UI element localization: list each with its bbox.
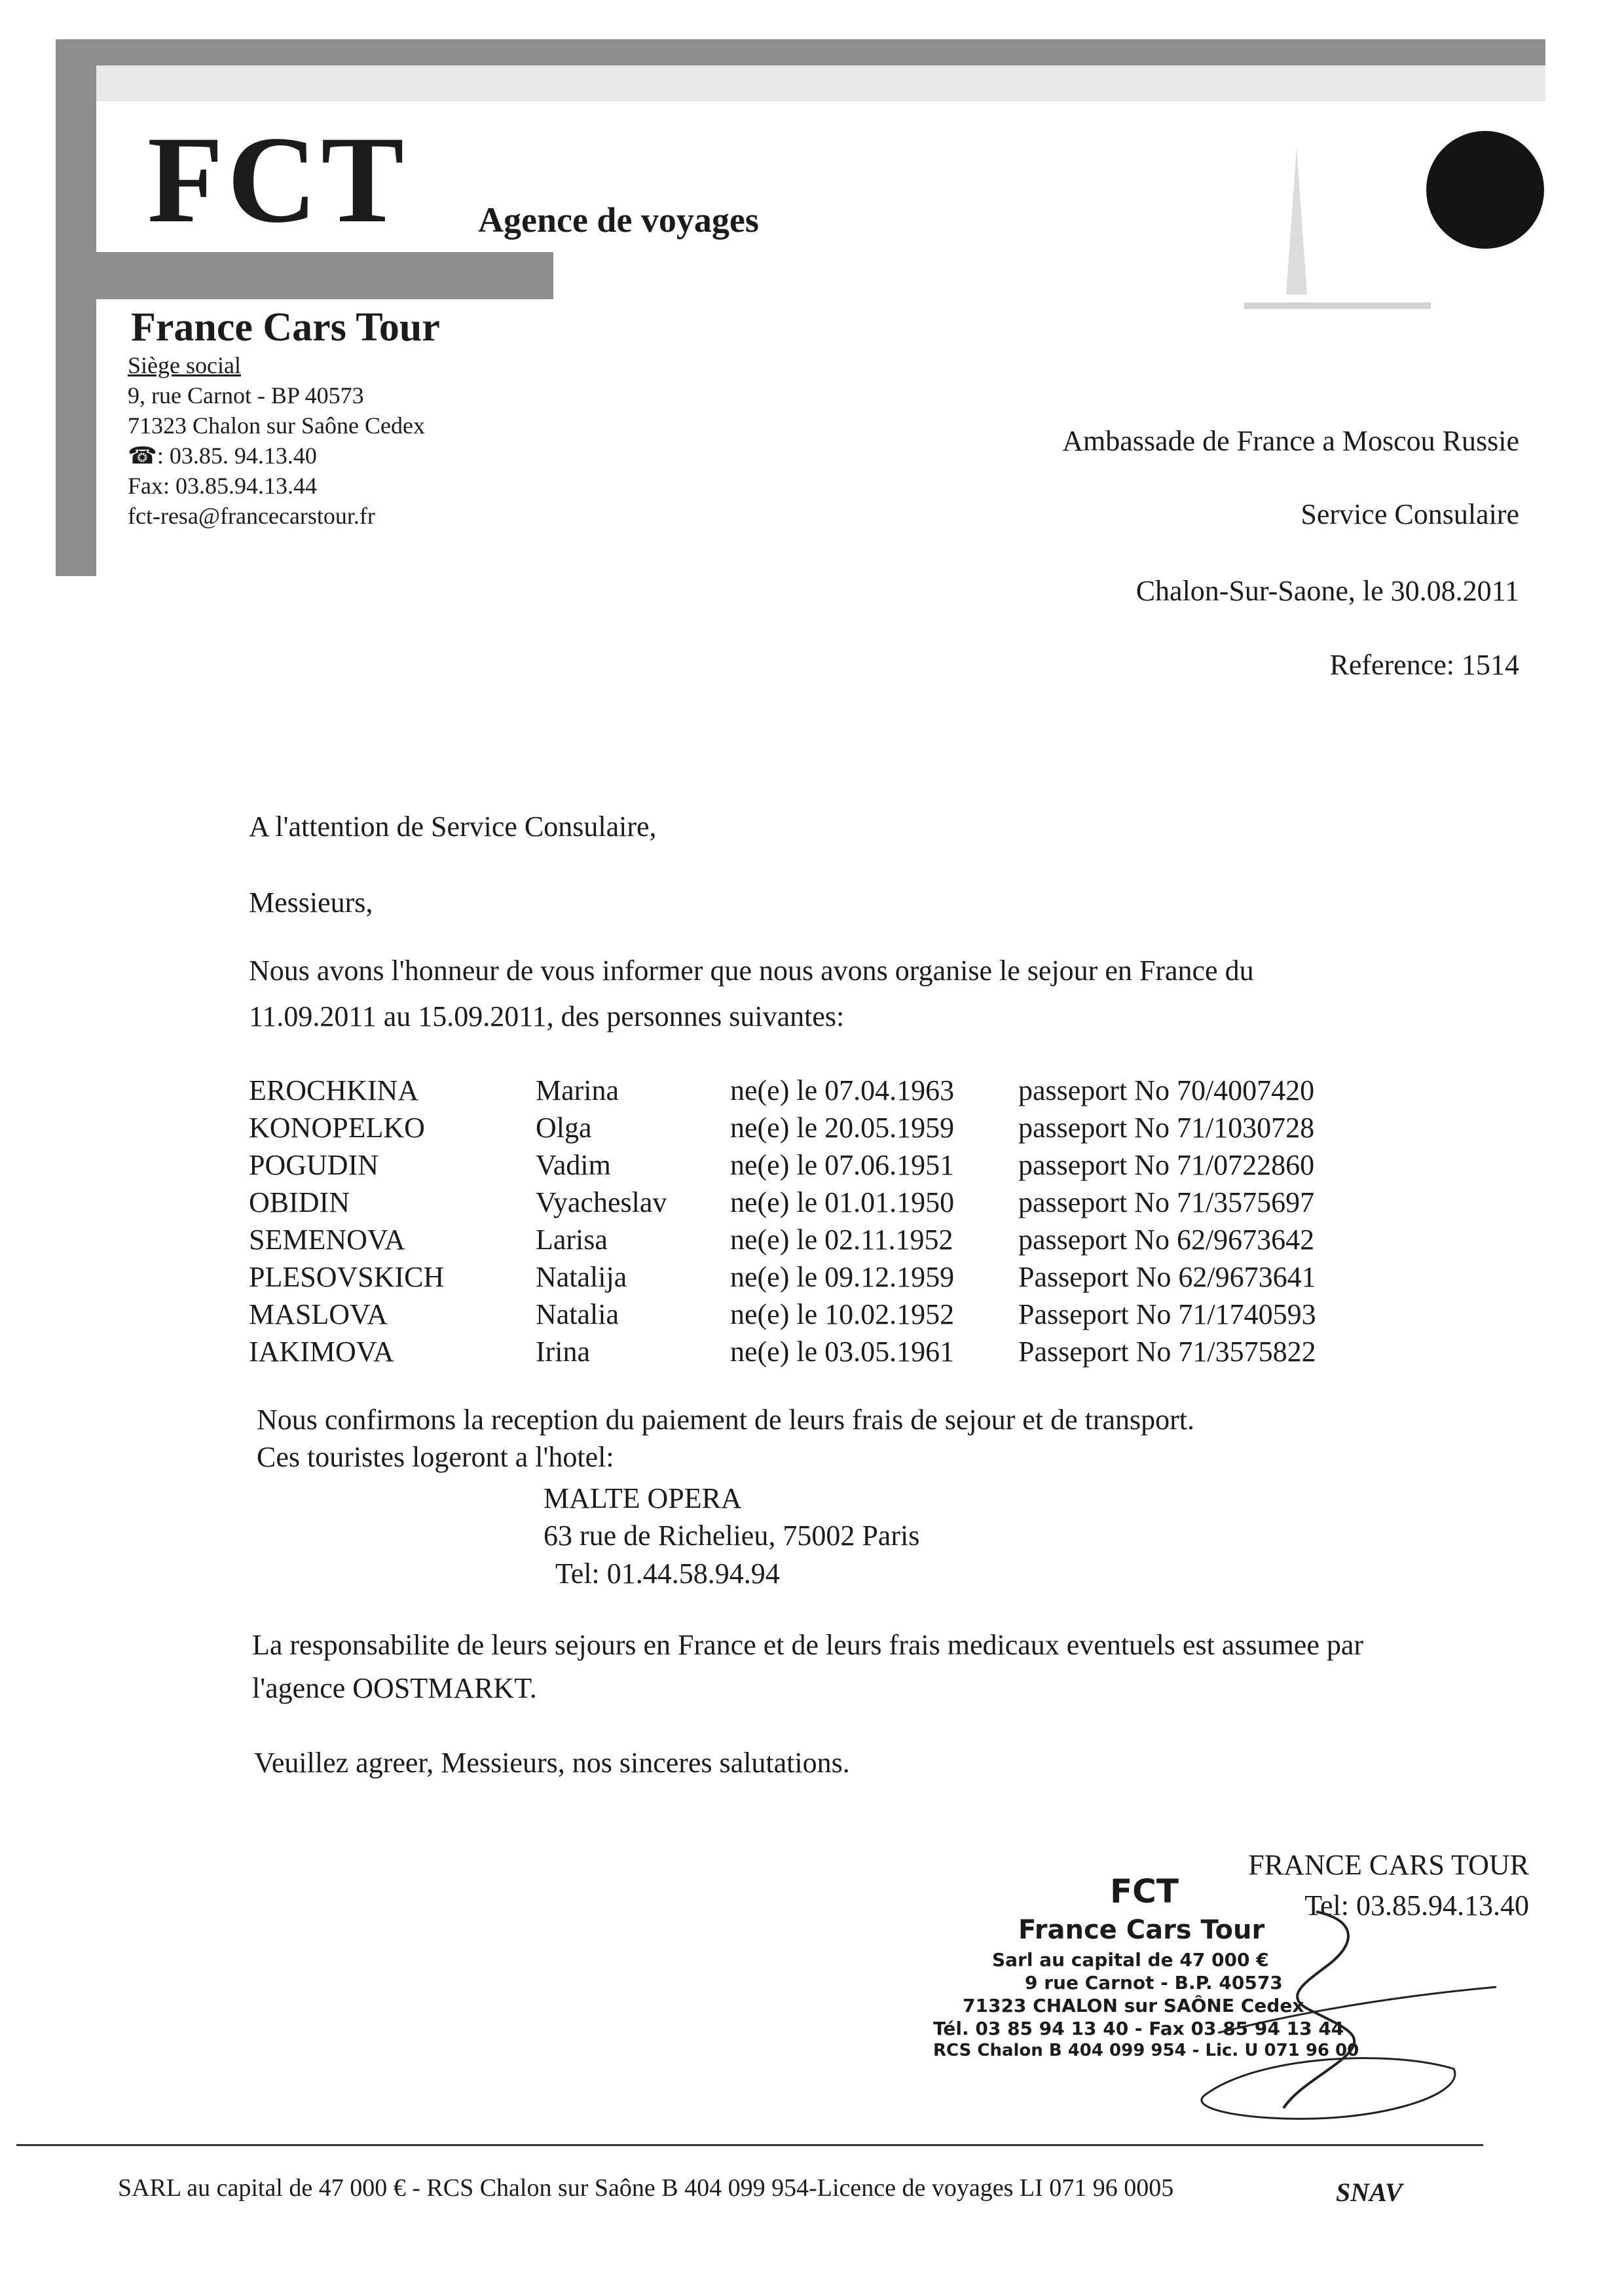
- traveler-first-name: Olga: [536, 1112, 592, 1144]
- hotel-address: 63 rue de Richelieu, 75002 Paris: [544, 1520, 920, 1552]
- closing-line: Veuillez agreer, Messieurs, nos sinceres salutations.: [254, 1747, 850, 1779]
- address-line-1: 9, rue Carnot - BP 40573: [128, 382, 364, 409]
- logo-fct: FCT: [147, 111, 408, 249]
- confirm-line-2: Ces touristes logeront a l'hotel:: [257, 1441, 614, 1473]
- traveler-passport: passeport No 62/9673642: [1018, 1224, 1315, 1256]
- stamp-line-2: 9 rue Carnot - B.P. 40573: [1025, 1972, 1283, 1994]
- date-line: Chalon-Sur-Saone, le 30.08.2011: [1135, 575, 1519, 607]
- handwritten-signature: [1179, 1899, 1519, 2134]
- footer-divider: [16, 2144, 1483, 2146]
- traveler-surname: SEMENOVA: [249, 1224, 405, 1256]
- traveler-surname: MASLOVA: [249, 1298, 388, 1330]
- traveler-surname: EROCHKINA: [249, 1074, 419, 1106]
- header-band-logo-underline: [69, 252, 553, 299]
- footer-snav: SNAV: [1336, 2178, 1403, 2207]
- traveler-surname: POGUDIN: [249, 1149, 378, 1181]
- attention-line: A l'attention de Service Consulaire,: [249, 811, 657, 843]
- traveler-first-name: Natalia: [536, 1298, 619, 1330]
- traveler-passport: passeport No 70/4007420: [1018, 1074, 1315, 1106]
- traveler-surname: KONOPELKO: [249, 1112, 425, 1144]
- fax-line: Fax: 03.85.94.13.44: [128, 473, 318, 499]
- traveler-first-name: Larisa: [536, 1224, 608, 1256]
- stamp-logo: FCT: [1110, 1872, 1179, 1910]
- salutation: Messieurs,: [249, 886, 373, 919]
- traveler-birth-date: ne(e) le 09.12.1959: [730, 1261, 955, 1293]
- recipient-line-2: Service Consulaire: [1301, 498, 1519, 530]
- traveler-passport: passeport No 71/1030728: [1018, 1112, 1315, 1144]
- company-name: France Cars Tour: [131, 305, 440, 350]
- traveler-surname: IAKIMOVA: [249, 1336, 394, 1368]
- traveler-first-name: Marina: [536, 1074, 619, 1106]
- traveler-first-name: Vadim: [536, 1149, 611, 1181]
- stamp-line-3: 71323 CHALON sur SAÔNE Cedex: [963, 1995, 1304, 2016]
- traveler-passport: Passeport No 71/3575822: [1018, 1336, 1316, 1368]
- traveler-birth-date: ne(e) le 20.05.1959: [730, 1112, 955, 1144]
- intro-line-1: Nous avons l'honneur de vous informer que nous avons organise le sejour en France du: [249, 955, 1254, 987]
- responsibility-line-2: l'agence OOSTMARKT.: [252, 1672, 537, 1704]
- traveler-birth-date: ne(e) le 10.02.1952: [730, 1298, 955, 1330]
- traveler-birth-date: ne(e) le 07.04.1963: [730, 1074, 955, 1106]
- traveler-passport: passeport No 71/3575697: [1018, 1186, 1315, 1218]
- hotel-name: MALTE OPERA: [544, 1482, 742, 1514]
- stamp-line-1: Sarl au capital de 47 000 €: [992, 1949, 1269, 1971]
- traveler-birth-date: ne(e) le 02.11.1952: [730, 1224, 953, 1256]
- traveler-first-name: Natalija: [536, 1261, 627, 1293]
- traveler-passport: Passeport No 71/1740593: [1018, 1298, 1316, 1330]
- siege-social-label: Siège social: [128, 352, 241, 378]
- traveler-passport: passeport No 71/0722860: [1018, 1149, 1315, 1181]
- traveler-first-name: Irina: [536, 1336, 591, 1368]
- traveler-birth-date: ne(e) le 07.06.1951: [730, 1149, 955, 1181]
- header-band-inner: [96, 65, 1545, 101]
- hotel-tel: Tel: 01.44.58.94.94: [555, 1558, 780, 1590]
- traveler-first-name: Vyacheslav: [536, 1186, 667, 1218]
- signature-company: FRANCE CARS TOUR: [1248, 1849, 1529, 1881]
- header-band-left: [56, 39, 96, 576]
- email-line[interactable]: fct-resa@francecarstour.fr: [128, 503, 375, 529]
- stamp-line-5: RCS Chalon B 404 099 954 - Lic. U 071 96 00: [933, 2041, 1359, 2060]
- faint-spire-icon: [1283, 147, 1310, 295]
- traveler-surname: PLESOVSKICH: [249, 1261, 445, 1293]
- phone-icon: ☎: [128, 443, 157, 469]
- traveler-birth-date: ne(e) le 01.01.1950: [730, 1186, 955, 1218]
- stamp-company-name: France Cars Tour: [1018, 1915, 1265, 1945]
- traveler-passport: Passeport No 62/9673641: [1018, 1261, 1316, 1293]
- traveler-birth-date: ne(e) le 03.05.1961: [730, 1336, 955, 1368]
- phone-line: ☎: 03.85. 94.13.40: [128, 443, 317, 469]
- footer-legal: SARL au capital de 47 000 € - RCS Chalon sur Saône B 404 099 954-Licence de voyages LI 071 96 0005: [118, 2174, 1174, 2202]
- signature-tel: Tel: 03.85.94.13.40: [1304, 1889, 1529, 1922]
- agency-tagline: Agence de voyages: [478, 200, 759, 240]
- traveler-surname: OBIDIN: [249, 1186, 350, 1218]
- stamp-line-4: Tél. 03 85 94 13 40 - Fax 03 85 94 13 44: [933, 2018, 1344, 2039]
- faint-underline-mark: [1244, 302, 1431, 309]
- reference-line: Reference: 1514: [1329, 649, 1519, 681]
- recipient-line-1: Ambassade de France a Moscou Russie: [1062, 425, 1519, 457]
- confirm-line-1: Nous confirmons la reception du paiement de leurs frais de sejour et de transport.: [257, 1404, 1194, 1436]
- punch-hole-mark: [1426, 131, 1544, 249]
- intro-line-2: 11.09.2011 au 15.09.2011, des personnes suivantes:: [249, 1000, 845, 1032]
- responsibility-line-1: La responsabilite de leurs sejours en France et de leurs frais medicaux eventuels est assumee par: [252, 1629, 1364, 1661]
- address-line-2: 71323 Chalon sur Saône Cedex: [128, 412, 425, 439]
